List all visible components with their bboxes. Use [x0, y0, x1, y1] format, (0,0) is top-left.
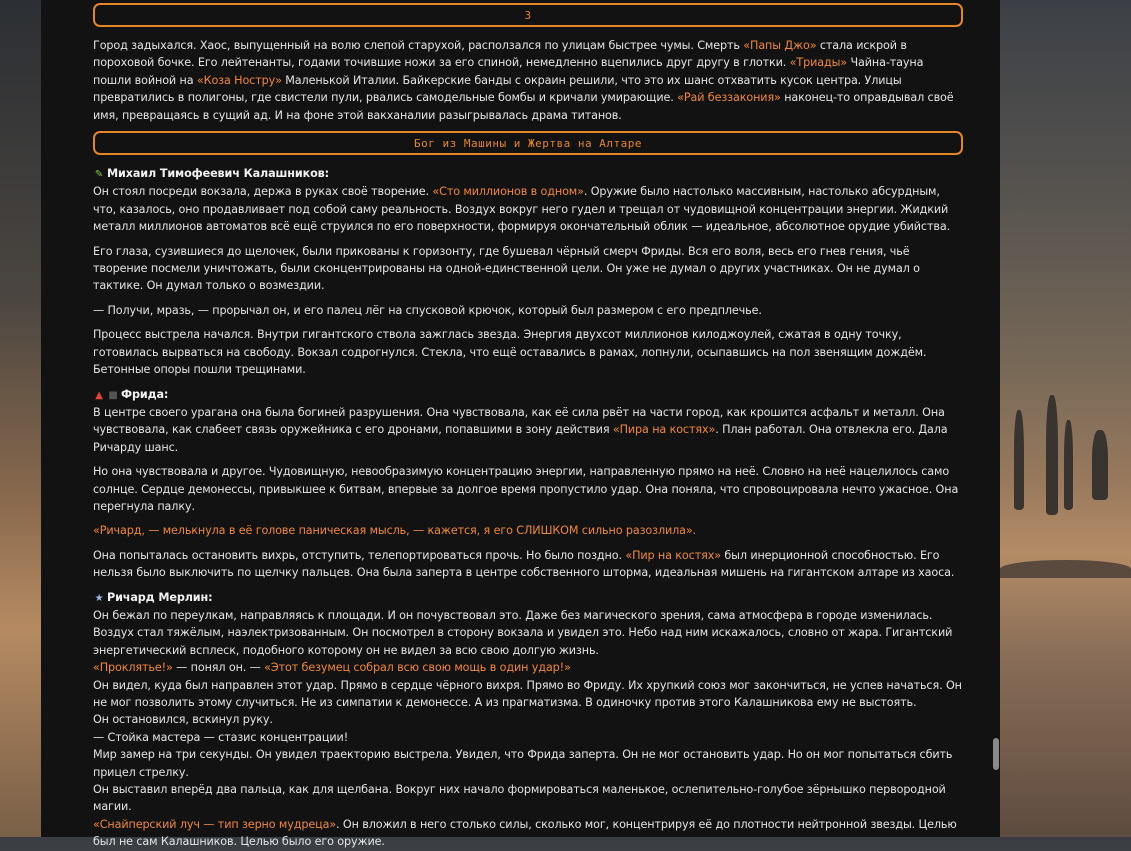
- shoe-icon: ▲: [95, 389, 103, 401]
- intro-paragraph: Город задыхался. Хаос, выпущенный на волю слепой старухой, расползался по улицам быстрее чумы. Смерть «Папы Джо» стала искрой в пороховой бочке. Его лейтенанты, годами точившие ножи за его спиной, немедленно вцепились друг другу в глотки. «Триады» Чайна-тауна пошли войной на «Коза Ностру» Маленькой Италии. Байкерские банды с окраин решили, что это их шанс отхватить кусок центра. Улицы превратились в полигоны, где свистели пули, рвались самодельные бомбы и кричали умирающие. «Рай беззакония» наконец-то оправдывал своё имя, превращаясь в сущий ад. И на фоне этой вакханалии разыгрывалась драма титанов.: [93, 39, 954, 122]
- rifle-icon: ✎: [94, 169, 104, 181]
- story-content: [93, 3, 963, 851]
- frida-paragraph-1: В центре своего урагана она была богиней разрушения. Она чувствовала, как её сила рвёт на части город, как крошится асфальт и металл. Она чувствовала, как слабеет связь оружейника с его дронами, попавшими в зону действия «Пира на костях». План работал. Она отвлекла его. Дала Ричарду шанс.: [93, 405, 948, 454]
- kalashnikov-paragraph-1: Он стоял посреди вокзала, держа в руках своё творение. «Сто миллионов в одном». Оружие было настолько массивным, настолько абсурдным, что, казалось, оно продавливает под собой саму реальность. Воздух вокруг него гудел и трещал от чудовищной концентрации энергии. Жидкий металл миллионов автоматов всё ещё струился по его поверхности, формируя окончательный облик — идеальное, абсолютное орудие убийства.: [93, 185, 951, 234]
- speaker-richard: ★ Ричард Мерлин:: [93, 589, 963, 607]
- frida-paragraph-2: Но она чувствовала и другое. Чудовищную, невообразимую концентрацию энергии, направленную прямо на неё. Словно на неё нацелилось само солнце. Сердце демонессы, привыкшее к битвам, впервые за долгое время пропустило удар. Она поняла, что спровоцировала нечто ужасное. Она перегнула палку.: [93, 465, 959, 513]
- richard-paragraph-8: «Снайперский луч — тип зерно мудреца». Он вложил в него столько силы, сколько мог, концентрируя её до плотности нейтронной звезды. Целью был не сам Калашников. Целью было его оружие.: [93, 817, 957, 849]
- story-panel: [41, 0, 1000, 849]
- richard-paragraph-2: «Проклятье!» — понял он. — «Этот безумец собрал всю свою мощь в один удар!»: [93, 661, 571, 675]
- frida-paragraph-4: Она попыталась остановить вихрь, отступить, телепортироваться прочь. Но было поздно. «Пир на костях» был инерционной способностью. Его нельзя было выключить по щелчку пальцев. Она была заперта в центре собственного шторма, идеальная мишень на гигантском алтаре из хаоса.: [93, 548, 955, 580]
- section-title: Бог из Машины и Жертва на Алтаре: [414, 136, 642, 150]
- speaker-frida: ▲ ■ Фрида:: [93, 386, 963, 404]
- richard-paragraph-7: Он выставил вперёд два пальца, как для щелбана. Вокруг них начало формироваться маленькое, ослепительно-голубое зёрнышко первородной магии.: [93, 783, 946, 814]
- wizard-icon: ★: [94, 592, 104, 604]
- kalashnikov-paragraph-3: — Получи, мразь, — прорычал он, и его палец лёг на спусковой крючок, который был размером с его предплечье.: [93, 303, 762, 317]
- richard-paragraph-3: Он видел, куда был направлен этот удар. Прямо в сердце чёрного вихря. Прямо во Фриду. Их хрупкий союз мог закончиться, не успев начаться. Он не мог позволить этому случиться. Не из симпатии к демонессе. А из прагматизма. В одиночку против этого Калашникова ему не выстоять.: [93, 678, 962, 709]
- richard-paragraph-4: Он остановился, вскинул руку.: [93, 713, 273, 727]
- background-left: [0, 0, 41, 837]
- section-title-header: [93, 131, 963, 155]
- richard-paragraph-1: Он бежал по переулкам, направляясь к площади. И он почувствовал это. Даже без магического зрения, сама атмосфера в городе изменилась. Воздух стал тяжёлым, наэлектризованным. Он посмотрел в сторону вокзала и увидел это. Небо над ним искажалось, словно от жара. Гигантский энергетический всплеск, подобного которому он не видел за всю свою долгую жизнь.: [93, 608, 953, 657]
- black-square-icon: ■: [108, 389, 118, 401]
- chapter-number-header: [93, 3, 963, 27]
- richard-paragraph-5: — Стойка мастера — стазис концентрации!: [93, 730, 349, 744]
- richard-paragraph-6: Мир замер на три секунды. Он увидел траекторию выстрела. Увидел, что Фрида заперта. Он не мог остановить удар. Но он мог попытаться сбить прицел стрелку.: [93, 748, 953, 779]
- frida-thought: «Ричард, — мелькнула в её голове паническая мысль, — кажется, я его СЛИШКОМ сильно разозлила».: [93, 524, 697, 538]
- background-landscape: [1000, 0, 1131, 837]
- speaker-kalashnikov: ✎ Михаил Тимофеевич Калашников:: [93, 165, 963, 183]
- kalashnikov-paragraph-2: Его глаза, сузившиеся до щелочек, были прикованы к горизонту, где бушевал чёрный смерч Фриды. Вся его воля, весь его гнев гения, чьё творение посмели уничтожать, были сконцентрированы на одной-единственной цели. Он уже не думал о других участниках. Он не думал о тактике. Он думал только о возмездии.: [93, 244, 920, 293]
- chapter-number: 3: [524, 8, 532, 22]
- scrollbar-thumb[interactable]: [993, 738, 999, 770]
- kalashnikov-paragraph-4: Процесс выстрела начался. Внутри гигантского ствола зажглась звезда. Энергия двухсот миллионов килоджоулей, сжатая в одну точку, готовилась вырваться на свободу. Вокзал содрогнулся. Стекла, что ещё оставались в рамах, лопнули, осыпавшись на пол звенящим дождём. Бетонные опоры пошли трещинами.: [93, 328, 927, 377]
